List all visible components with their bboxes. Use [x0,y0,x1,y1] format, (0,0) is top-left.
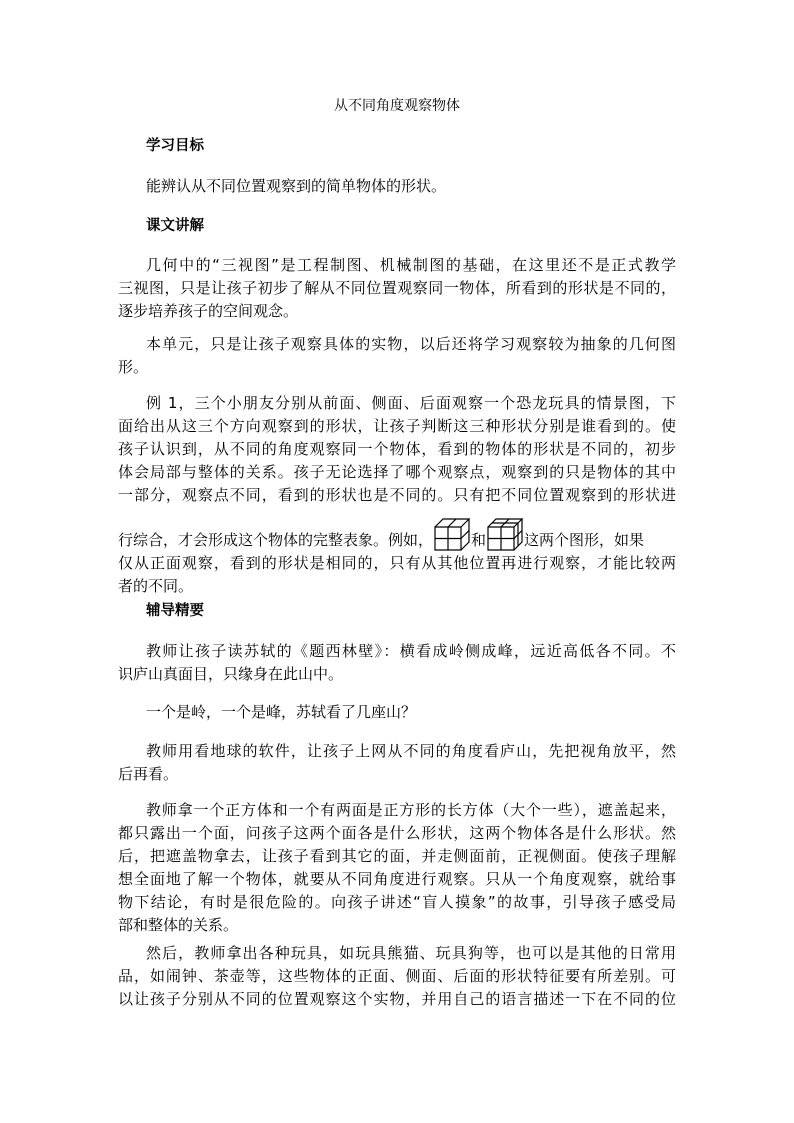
text-line: 孩子认识到，从不同的角度观察同一个物体，看到的物体的形状是不同的，初步 [118,440,676,458]
goal-line: 能辨认从不同位置观察到的简单物体的形状。 [146,177,447,195]
text-line: 教师让孩子读苏轼的《题西林壁》：横看成岭侧成峰，远近高低各不同。不 [146,642,676,660]
text-line: 例 1，三个小朋友分别从前面、侧面、后面观察一个恐龙玩具的情景图，下 [146,394,676,412]
inline-text-after: 这两个图形，如果 [524,531,645,549]
text-line: 品，如闹钟、茶壶等，这些物体的正面、侧面、后面的形状特征要有所差别。可 [118,967,676,985]
inline-text-before: 行综合，才会形成这个物体的完整表象。例如， [118,531,434,549]
paragraph-earth-software [118,740,676,786]
heading-learning-goal: 学习目标 [146,138,204,154]
text-line: 本单元，只是让孩子观察具体的实物，以后还将学习观察较为抽象的几何图 [146,335,676,353]
paragraph-example-1 [118,392,676,598]
text-line: 体会局部与整体的关系。孩子无论选择了哪个观察点，观察到的只是物体的其中 [118,463,676,481]
text-line: 都只露出一个面，问孩子这两个面各是什么形状，这两个物体各是什么形状。然 [118,824,676,842]
inline-text-middle: 和 [471,531,487,549]
paragraph-three-views [118,254,676,323]
text-line-with-figures [118,517,676,552]
paragraph-cube-activity [118,799,676,937]
heading-tutoring-essentials: 辅导精要 [146,603,204,619]
text-line: 想全面地了解一个物体，就要从不同角度进行观察。只从一个角度观察，就给事 [118,870,676,888]
paragraph-toys [118,942,676,1011]
paragraph-poem [118,640,676,686]
heading-lesson-explanation: 课文讲解 [146,218,204,234]
text-line: 教师用看地球的软件，让孩子上网从不同的角度看庐山，先把视角放平，然 [146,742,676,760]
paragraph-question [118,701,676,724]
text-line: 然后，教师拿出各种玩具，如玩具熊猫、玩具狗等，也可以是其他的日常用 [146,944,676,962]
text-line: 形。 [118,358,149,376]
text-line: 识庐山真面目，只缘身在此山中。 [118,665,344,683]
text-line: 仅从正面观察，看到的形状是相同的，只有从其他位置再进行观察，才能比较两 [118,554,676,572]
page-title: 从不同角度观察物体 [334,98,460,114]
text-line: 一部分，观察点不同，看到的形状也是不同的。只有把不同位置观察到的形状进 [118,486,676,504]
paragraph-unit-intro [118,333,676,379]
text-line: 后，把遮盖物拿去，让孩子看到其它的面，并走侧面前，正视侧面。使孩子理解 [118,847,676,865]
text-line: 以让孩子分别从不同的位置观察这个实物，并用自己的语言描述一下在不同的位 [118,990,676,1008]
text-line: 三视图，只是让孩子初步了解从不同位置观察同一物体，所看到的形状是不同的， [118,279,676,297]
text-line: 部和整体的关系。 [118,916,239,934]
text-line: 者的不同。 [118,577,194,595]
text-line: 物下结论，有时是很危险的。向孩子讲述“盲人摸象”的故事，引导孩子感受局 [118,893,676,911]
text-line: 教师拿一个正方体和一个有两面是正方形的长方体（大个一些），遮盖起来， [146,801,676,819]
text-line: 一个是岭，一个是峰，苏轼看了几座山？ [146,703,417,721]
text-line: 几何中的“三视图”是工程制图、机械制图的基础，在这里还不是正式教学 [146,256,676,274]
cube-stack-figure-icon [433,517,471,551]
cube-stack-figure-icon [486,517,524,551]
text-line: 面给出从这三个方向观察到的形状，让孩子判断这三种形状分别是谁看到的。使 [118,417,676,435]
text-line: 后再看。 [118,765,179,783]
goal-paragraph [118,175,676,198]
text-line: 逐步培养孩子的空间观念。 [118,302,299,320]
